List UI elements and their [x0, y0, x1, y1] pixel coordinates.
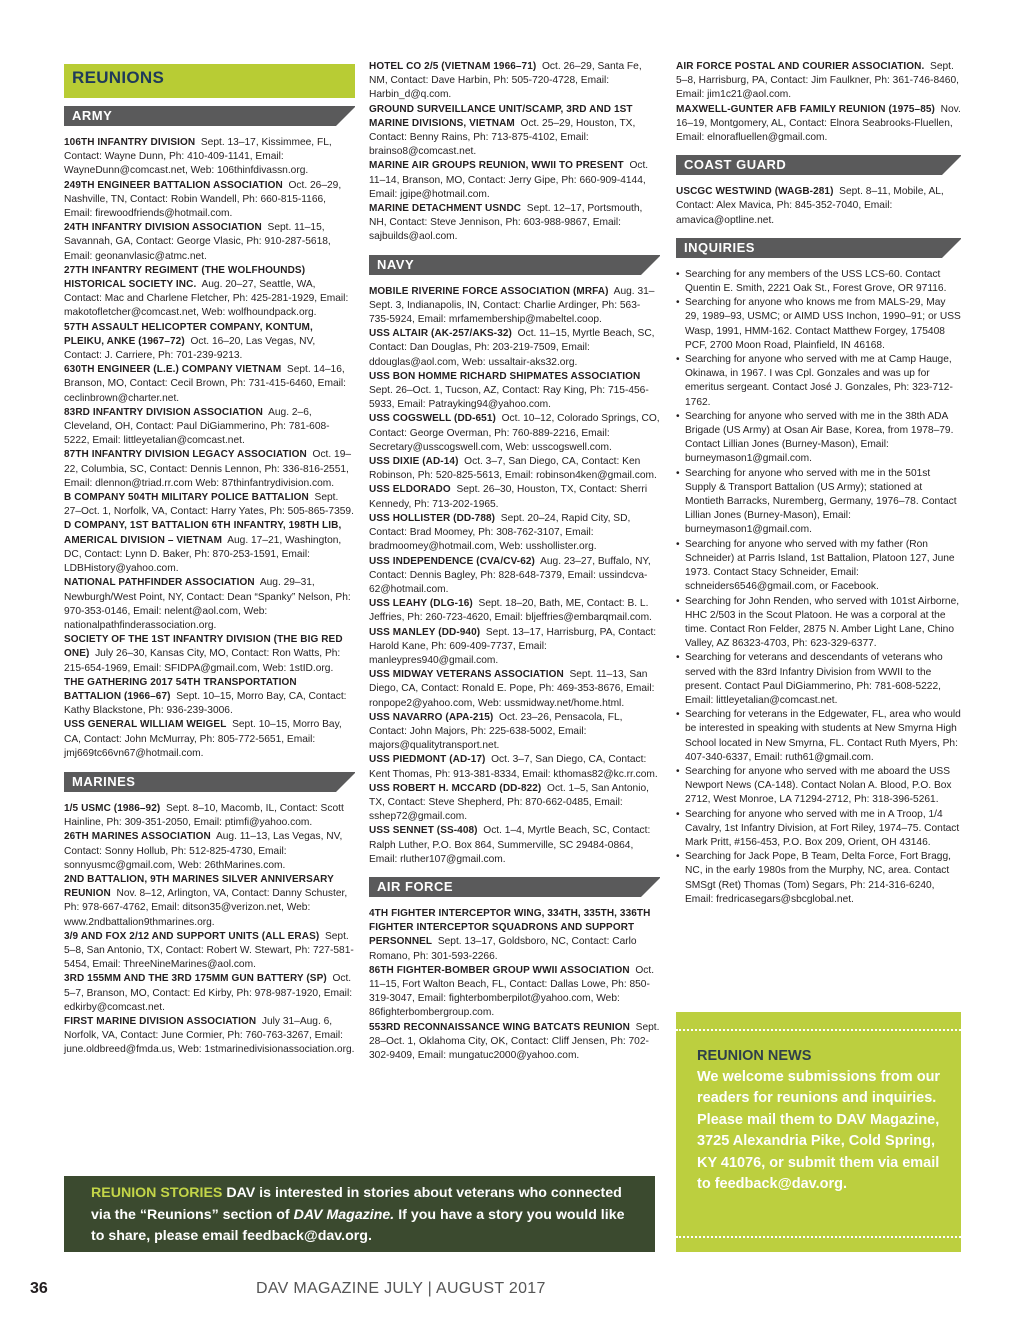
reunion-entry-details: Sept. 8–11, Mobile, AL, Contact: Alex Mavica, Ph: 845-352-7040, Email: amavica@optline.net. — [676, 186, 944, 226]
reunion-entry — [369, 159, 660, 202]
reunion-entry — [64, 221, 355, 264]
reunion-entry-details: Sept. 27–Oct. 1, Norfolk, VA, Contact: Harry Yates, Ph: 505-865-7359. — [64, 492, 354, 518]
reunion-entry-details: Aug. 11–13, Las Vegas, NV, Contact: Sonny Hollub, Ph: 512-825-4730, Email: sonnyusmc@gmail.com, Web: 26thMarines.com. — [64, 831, 343, 871]
reunion-entry — [64, 448, 355, 491]
reunion-entry-details: Oct. 3–7, San Diego, CA, Contact: Kent Thomas, Ph: 913-381-8334, Email: kthomas82@kc.rr.com. — [369, 754, 658, 780]
reunion-entry-name: USS SENNET (SS-408) — [369, 825, 478, 837]
column-2 — [369, 60, 660, 1063]
reunion-entry-name: B COMPANY 504TH MILITARY POLICE BATTALION — [64, 492, 309, 504]
reunion-entry-name: 106TH INFANTRY DIVISION — [64, 137, 196, 148]
reunion-entry-details: Aug. 2–6, Cleveland, OH, Contact: Paul DiGiammerino, Ph: 781-608-5222, Email: littleyetalian@comcast.net. — [64, 406, 330, 447]
reunion-entry — [369, 370, 660, 413]
inquiry-item: • Searching for anyone who knows me from MALS-29, May 29, 1989–93, USMC; or AIMD USS Inchon, 1990–91; or USS Wasp, 1991, HMM-162. Contact Matthew Forgey, 175408 PCF, 2700 Moon Road, Plainfield, IN 46168. — [676, 296, 961, 353]
reunion-entry — [369, 555, 660, 598]
section-heading-army: ARMY — [64, 106, 355, 126]
reunion-entry — [369, 1021, 660, 1064]
inquiry-item: • Searching for anyone who served with me in the 501st Supply & Transport Battalion (US Army); stationed at Montieth Barracks, Nuremberg, Germany, 1976–78. Contact Lillian Jones (Burney-Mason), Email: burneymason1@gmail.com. — [676, 467, 961, 538]
reunion-entry-name: 3RD 155MM AND THE 3RD 175MM GUN BATTERY (SP) — [64, 973, 327, 985]
inquiry-item: • Searching for anyone who served with my father (Ron Schneider) at Parris Island, 1st Battalion, Platoon 127, June 1973. Contact Stacy Schneider, Email: schneiders6546@gmail.com, or Facebook. — [676, 538, 961, 595]
reunion-entry-details: Oct. 16–20, Las Vegas, NV, Contact: J. Carriere, Ph: 701-239-9213. — [64, 335, 316, 362]
reunion-entry — [369, 782, 660, 825]
reunion-entry-details: Sept. 26–Oct. 1, Tucson, AZ, Contact: Ray King, Ph: 715-456-5933, Email: Patrayking94@yahoo.com. — [369, 385, 649, 411]
reunion-entry-name: 249TH ENGINEER BATTALION ASSOCIATION — [64, 179, 283, 191]
reunion-stories-box — [64, 1176, 655, 1252]
inquiry-item: • Searching for anyone who served with me in A Troop, 1/4 Cavalry, 1st Infantry Division, at Fort Riley, 1974–75. Contact Mark Pritt, #156-453, P.O. Box 209, Orient, OH 43146. — [676, 808, 961, 851]
reunion-entry — [369, 103, 660, 160]
reunion-entry-details: Aug. 29–31, Newburgh/West Point, NY, Contact: Dean “Spanky” Nelson, Ph: 970-353-0146, Email: nelent@aol.com, Web: nationalpathfinderassociation.org. — [64, 577, 351, 631]
reunion-entry — [369, 483, 660, 511]
reunion-entry — [64, 1015, 355, 1058]
reunion-entry — [64, 830, 355, 873]
reunion-entry — [676, 60, 961, 103]
dotted-rule-top — [676, 1029, 961, 1031]
reunion-entry-name: 27TH INFANTRY REGIMENT (THE WOLFHOUNDS) HISTORICAL SOCIETY INC. — [64, 264, 306, 291]
reunion-entry — [369, 753, 660, 781]
reunion-entry-details: Aug. 17–21, Washington, DC, Contact: Lynn D. Baker, Ph: 870-253-1591, Email: LDBHistory@yahoo.com. — [64, 534, 342, 575]
army-list — [64, 136, 355, 761]
reunion-entry-details: Aug. 23–27, Buffalo, NY, Contact: Dennis Bagley, Ph: 828-648-7379, Email: ussindcva-62@hotmail.com. — [369, 555, 651, 595]
coast-guard-list — [676, 185, 961, 228]
reunion-entry-name: NATIONAL PATHFINDER ASSOCIATION — [64, 577, 255, 589]
reunion-entry-name: D COMPANY, 1ST BATTALION 6TH INFANTRY, 198TH LIB, AMERICAL DIVISION – VIETNAM — [64, 520, 342, 546]
reunion-entry-details: Sept. 8–10, Macomb, IL, Contact: Scott Hainline, Ph: 309-351-2050, Email: ptimfi@yahoo.com. — [64, 802, 344, 829]
column-1 — [64, 60, 355, 1058]
reunion-entry-details: Sept. 11–15, Savannah, GA, Contact: George Vlasic, Ph: 910-287-5618, Email: geonanvlasic@atmc.net. — [64, 222, 331, 262]
reunion-entry-details: Oct. 19–22, Columbia, SC, Contact: Dennis Lennon, Ph: 336-816-2551, Email: dlennon@triad.rr.com Web: 87thinfantrydivision.com. — [64, 449, 352, 489]
reunion-entry-details: Sept. 10–15, Morro Bay, CA, Contact: John McMurray, Ph: 805-772-5651, Email: jmj669tc66vn67@hotmail.com. — [64, 719, 342, 759]
reunion-entry-name: USCGC WESTWIND (WAGB-281) — [676, 186, 834, 198]
reunion-stories-text-1: DAV is interested in stories about veterans who connected via the “Reunions” section of — [91, 1185, 622, 1223]
reunion-entry-details: Sept. 18–20, Bath, ME, Contact: B. L. Jeffries, Ph: 260-723-4620, Email: bljeffries@embarqmail.com. — [369, 598, 652, 624]
reunion-entry — [64, 873, 355, 930]
reunion-stories-magazine: DAV Magazine. — [293, 1206, 395, 1223]
reunion-entry — [369, 512, 660, 555]
footer-publication: DAV MAGAZINE JULY | AUGUST 2017 — [256, 1280, 546, 1297]
inquiry-item: • Searching for Jack Pope, B Team, Delta Force, Fort Bragg, NC, in the early 1980s from the Murphy, NC, area. Contact SMSgt (Ret) Thomas (Tom) Segars, Ph: 214-316-6240, Email: fredricasegars@sbcglobal.net. — [676, 850, 961, 907]
inquiry-item: • Searching for any members of the USS LCS-60. Contact Quentin E. Smith, 2221 Oak St., Forest Grove, OR 97116. — [676, 268, 961, 296]
reunion-entry — [369, 668, 660, 711]
reunion-entry-name: SOCIETY OF THE 1ST INFANTRY DIVISION (THE BIG RED ONE) — [64, 634, 343, 660]
reunion-entry — [369, 964, 660, 1021]
reunion-entry-details: Sept. 28–Oct. 1, Oklahoma City, OK, Contact: Cliff Jensen, Ph: 702-302-9409, Email: mungatuc2000@yahoo.com. — [369, 1021, 660, 1061]
inquiry-item: • Searching for anyone who served with me aboard the USS Newport News (CA-148). Contact Nolan A. Blood, P.O. Box 2712, West Monroe, LA 71294-2712, Ph: 318-396-5261. — [676, 765, 961, 808]
reunion-entry — [64, 264, 355, 321]
reunion-entry — [64, 972, 355, 1015]
reunion-entry-name: AIR FORCE POSTAL AND COURIER ASSOCIATION. — [676, 61, 925, 72]
marines-list-part-2 — [369, 60, 660, 245]
reunion-entry — [64, 930, 355, 973]
inquiry-item: • Searching for anyone who served with me at Camp Hauge, Okinawa, in 1967. I was Cpl. Gonzales and was up for emeritus sergeant. Contact José J. Gonzales, Ph: 323-712-1762. — [676, 353, 961, 410]
reunion-entry — [369, 907, 660, 964]
reunion-entry-name: USS MIDWAY VETERANS ASSOCIATION — [369, 669, 564, 681]
reunion-entry-details: Sept. 14–16, Branson, MO, Contact: Cecil Brown, Ph: 731-415-6460, Email: ceclinbrown@charter.net. — [64, 364, 346, 404]
reunion-entry-details: Oct. 11–15, Myrtle Beach, SC, Contact: Dan Douglas, Ph: 203-219-7509, Email: ddouglas@aol.com, Web: ussaltair-aks32.org. — [369, 328, 655, 368]
reunion-entry-details: Oct. 25–29, Houston, TX, Contact: Benny Rains, Ph: 713-875-4102, Email: brainso8@comcast.net. — [369, 117, 636, 158]
reunion-entry-details: Oct. 3–7, San Diego, CA, Contact: Ken Robinson, Ph: 520-825-5613, Email: robinson4ken@gmail.com. — [369, 456, 657, 482]
reunion-entry — [64, 802, 355, 830]
reunion-entry-name: 630TH ENGINEER (L.E.) COMPANY VIETNAM — [64, 364, 282, 376]
reunion-entry-name: 2ND BATTALION, 9TH MARINES SILVER ANNIVERSARY REUNION — [64, 873, 334, 900]
inquiry-item: • Searching for veterans in the Edgewater, FL, area who would be interested in speaking with students at New Smyrna High School located in New Smyrna, FL. Contact Ruth Myers, Ph: 407-340-6337, Email: ruth61@gmail.com. — [676, 708, 961, 765]
reunion-entry — [64, 633, 355, 676]
column-3 — [676, 60, 961, 907]
reunion-entry-details: Sept. 5–8, Harrisburg, PA, Contact: Jim Faulkner, Ph: 361-746-8460, Email: jim1c21@aol.com. — [676, 61, 959, 101]
reunion-entry-details: Nov. 8–12, Arlington, VA, Contact: Danny Schuster, Ph: 978-667-4762, Email: ditson35@verizon.net, Web: www.2ndbattalion9thmarines.org. — [64, 888, 348, 928]
marines-list-part-1 — [64, 802, 355, 1058]
reunion-entry-details: Sept. 13–17, Goldsboro, NC, Contact: Carlo Romano, Ph: 301-593-2266. — [369, 936, 637, 962]
reunion-entry-name: 87TH INFANTRY DIVISION LEGACY ASSOCIATION — [64, 449, 307, 461]
reunion-entry-details: Aug. 20–27, Seattle, WA, Contact: Mac and Charlene Fletcher, Ph: 425-281-1929, Email: makotofletcher@comcast.net, Web: wolfhoundpack.org. — [64, 279, 349, 319]
reunion-entry — [64, 676, 355, 719]
dotted-rule-bottom — [676, 1236, 961, 1238]
reunion-entry — [64, 179, 355, 222]
reunion-entry-name: USS ROBERT H. MCCARD (DD-822) — [369, 782, 542, 794]
reunion-entry-name: USS NAVARRO (APA-215) — [369, 711, 494, 723]
reunion-entry-details: Oct. 10–12, Colorado Springs, CO, Contact: George Overman, Ph: 760-889-2216, Email: Secretary@usscogswell.com, Web: usscogswell.com. — [369, 413, 660, 453]
reunion-entry-details: Oct. 26–29, Santa Fe, NM, Contact: Dave Harbin, Ph: 505-720-4728, Email: Harbin_d@q.com. — [369, 61, 642, 101]
inquiry-item: • Searching for anyone who served with me in the 38th ADA Brigade (US Army) at Osan Air Base, Korea, from 1978–79. Contact Lillian Jones (Burney-Mason), Email: burneymason1@gmail.com. — [676, 410, 961, 467]
air-force-list-part-2 — [676, 60, 961, 145]
reunion-entry-name: HOTEL CO 2/5 (VIETNAM 1966–71) — [369, 61, 537, 72]
reunion-entry-details: Oct. 1–4, Myrtle Beach, SC, Contact: Ralph Luther, P.O. Box 864, Summerville, SC 29484-0864, Email: rluther107@gmail.com. — [369, 825, 651, 865]
reunion-entry-details: Sept. 11–13, San Diego, CA, Contact: Ronald E. Pope, Ph: 469-353-8676, Email: ronpope2@yahoo.com, Web: ussmidway.net/home.html. — [369, 669, 655, 709]
reunion-entry-name: USS ALTAIR (AK-257/AKS-32) — [369, 328, 512, 340]
reunion-entry-name: GROUND SURVEILLANCE UNIT/SCAMP, 3RD AND 1ST MARINE DIVISIONS, VIETNAM — [369, 103, 633, 129]
reunion-entry — [369, 824, 660, 867]
reunion-entry-name: USS MANLEY (DD-940) — [369, 626, 481, 638]
reunion-entry — [369, 626, 660, 669]
reunion-entry-name: USS PIEDMONT (AD-17) — [369, 754, 486, 766]
reunion-entry-details: Oct. 5–7, Branson, MO, Contact: Ed Kirby, Ph: 978-987-1920, Email: edkirby@comcast.net. — [64, 973, 353, 1013]
reunion-entry-details: Oct. 23–26, Pensacola, FL, Contact: John Majors, Ph: 225-638-5002, Email: majors@qualitytransport.net. — [369, 711, 623, 752]
reunion-stories-label: REUNION STORIES — [91, 1185, 223, 1201]
reunion-entry-details: Sept. 12–17, Portsmouth, NH, Contact: Steve Jennison, Ph: 603-988-9867, Email: sajbuilds@aol.com. — [369, 203, 643, 243]
reunion-entry-name: MAXWELL-GUNTER AFB FAMILY REUNION (1975–85) — [676, 103, 935, 115]
reunion-entry-details: Aug. 31–Sept. 3, Indianapolis, IN, Contact: Charlie Ardinger, Ph: 563-735-5924, Email: mrfamembership@mabeltel.coop. — [369, 285, 655, 326]
reunion-entry-name: USS INDEPENDENCE (CVA/CV-62) — [369, 555, 535, 567]
inquiry-item: • Searching for John Renden, who served with 101st Airborne, HHC 2/503 in the Scout Platoon. He was a corporal at the time. Contact Ron Felder, 2875 N. Amber Light Lane, Chino Valley, AZ 86323-4703, Ph: 623-329-6377. — [676, 595, 961, 652]
page-title: REUNIONS — [64, 64, 355, 98]
reunion-entry-details: Sept. 13–17, Kissimmee, FL, Contact: Wayne Dunn, Ph: 410-409-1141, Email: WayneDunn@comcast.net, Web: 106thinfdivassn.org. — [64, 137, 332, 177]
reunion-entry-name: 24TH INFANTRY DIVISION ASSOCIATION — [64, 222, 262, 234]
reunion-entry — [369, 597, 660, 625]
reunion-entry — [676, 185, 961, 228]
reunion-news-body: We welcome submissions from our readers for reunions and inquiries. Please mail them to DAV Magazine, 3725 Alexandria Pike, Cold Spring, KY 41076, or submit them via email to feedback@dav.org. — [697, 1069, 941, 1193]
reunion-entry-name: USS DIXIE (AD-14) — [369, 456, 459, 468]
section-heading-air-force: AIR FORCE — [369, 877, 660, 897]
reunion-entry — [369, 327, 660, 370]
section-heading-navy: NAVY — [369, 255, 660, 275]
reunion-entry-details: Sept. 20–24, Rapid City, SD, Contact: Brad Moomey, Ph: 308-762-3107, Email: bradmoomey@hotmail.com, Web: usshollister.org. — [369, 512, 631, 553]
reunion-entry-name: USS LEAHY (DLG-16) — [369, 598, 473, 610]
reunion-entry-details: Oct. 11–14, Branson, MO, Contact: Jerry Gipe, Ph: 660-909-4144, Email: jgipe@hotmail.com. — [369, 160, 649, 200]
reunion-entry-details: July 26–30, Kansas City, MO, Contact: Ron Watts, Ph: 215-654-1969, Email: SFIDPA@gmail.com, Web: 1stID.org. — [64, 648, 341, 674]
reunion-entry-name: 1/5 USMC (1986–92) — [64, 802, 161, 814]
reunion-entry-name: MARINE DETACHMENT USNDC — [369, 203, 522, 215]
reunion-news-box — [676, 1012, 961, 1252]
page-number: 36 — [30, 1280, 48, 1297]
reunion-entry-name: 3/9 AND FOX 2/12 AND SUPPORT UNITS (ALL ERAS) — [64, 930, 320, 942]
reunion-entry-name: MOBILE RIVERINE FORCE ASSOCIATION (MRFA) — [369, 285, 609, 297]
reunion-entry — [369, 711, 660, 754]
inquiry-item: • Searching for veterans and descendants of veterans who served with the 83rd Infantry Division from WWII to the present. Contact Paul DiGiammerino, Ph: 781-608-5222, Email: littleyetalian@comcast.net. — [676, 651, 961, 708]
reunion-entry-name: USS ELDORADO — [369, 484, 451, 496]
reunion-entry — [64, 136, 355, 179]
reunion-entry-details: Sept. 26–30, Houston, TX, Contact: Sherri Kennedy, Ph: 713-202-1965. — [369, 484, 648, 510]
reunion-entry-name: 553RD RECONNAISSANCE WING BATCATS REUNION — [369, 1021, 630, 1033]
reunion-entry — [64, 363, 355, 406]
reunion-entry — [369, 285, 660, 328]
reunion-entry-name: 26TH MARINES ASSOCIATION — [64, 831, 211, 843]
reunion-entry-name: THE GATHERING 2017 54TH TRANSPORTATION BATTALION (1966–67) — [64, 676, 297, 702]
reunion-entry — [64, 519, 355, 576]
reunion-entry-details: Nov. 16–19, Montgomery, AL, Contact: Elnora Seabrooks-Fluellen, Email: elnorafluellen@gmail.com. — [676, 103, 961, 144]
reunion-entry-details: Oct. 26–29, Nashville, TN, Contact: Robin Wandell, Ph: 660-815-1166, Email: firewoodfriends@hotmail.com. — [64, 179, 342, 220]
reunion-entry-name: 86TH FIGHTER-BOMBER GROUP WWII ASSOCIATION — [369, 964, 630, 976]
reunion-entry-name: 57TH ASSAULT HELICOPTER COMPANY, KONTUM, PLEIKU, ANKE (1967–72) — [64, 321, 313, 347]
reunion-entry-name: FIRST MARINE DIVISION ASSOCIATION — [64, 1015, 257, 1027]
reunion-stories-text-2: If you have a story you would like to share, please email feedback@dav.org. — [91, 1206, 625, 1244]
reunion-entry-details: Sept. 13–17, Harrisburg, PA, Contact: Harold Kane, Ph: 609-409-7737, Email: manleypres940@gmail.com. — [369, 626, 657, 666]
navy-list — [369, 285, 660, 867]
reunion-entry-name: USS GENERAL WILLIAM WEIGEL — [64, 719, 227, 731]
reunion-entry — [64, 491, 355, 519]
reunion-entry — [64, 718, 355, 761]
reunion-entry-name: 83RD INFANTRY DIVISION ASSOCIATION — [64, 406, 263, 418]
reunion-entry-name: USS COGSWELL (DD-651) — [369, 413, 496, 425]
reunion-entry — [64, 406, 355, 449]
reunion-entry — [676, 103, 961, 146]
inquiries-list — [676, 268, 961, 907]
reunion-entry-details: July 31–Aug. 6, Norfolk, VA, Contact: June Cormier, Ph: 760-763-3267, Email: june.oldbreed@fmda.us, Web: 1stmarinedivisionassociation.org. — [64, 1015, 355, 1056]
reunion-entry — [64, 576, 355, 633]
reunion-entry-details: Oct. 11–15, Fort Walton Beach, FL, Contact: Dallas Lowe, Ph: 850-319-3047, Email: fighterbomberpilot@yahoo.com, Web: 86fighterbombergroup.com. — [369, 964, 655, 1019]
air-force-list-part-1 — [369, 907, 660, 1063]
reunion-entry-details: Sept. 10–15, Morro Bay, CA, Contact: Kathy Blackstone, Ph: 936-239-3006. — [64, 690, 347, 717]
section-heading-coast-guard: COAST GUARD — [676, 155, 961, 175]
reunion-entry — [64, 321, 355, 364]
reunion-entry — [369, 412, 660, 455]
reunion-entry-name: USS HOLLISTER (DD-788) — [369, 512, 496, 524]
reunion-entry-name: 4TH FIGHTER INTERCEPTOR WING, 334TH, 335TH, 336TH FIGHTER INTERCEPTOR SQUADRONS AND SUPPORT PERSONNEL — [369, 907, 651, 948]
section-heading-marines: MARINES — [64, 772, 355, 792]
reunion-entry-details: Oct. 1–5, San Antonio, TX, Contact: Steve Shepherd, Ph: 870-662-0485, Email: sshep72@gmail.com. — [369, 782, 649, 823]
section-heading-inquiries: INQUIRIES — [676, 238, 961, 258]
reunion-entry-details: Sept. 5–8, San Antonio, TX, Contact: Robert W. Stewart, Ph: 727-581-5454, Email: ThreeNineMarines@aol.com. — [64, 930, 354, 971]
reunion-entry-name: MARINE AIR GROUPS REUNION, WWII TO PRESENT — [369, 160, 624, 172]
reunion-entry-name: USS BON HOMME RICHARD SHIPMATES ASSOCIATION — [369, 370, 641, 382]
reunion-news-title: REUNION NEWS — [697, 1048, 812, 1064]
reunion-entry — [369, 455, 660, 483]
reunion-entry — [369, 202, 660, 245]
reunion-entry — [369, 60, 660, 103]
